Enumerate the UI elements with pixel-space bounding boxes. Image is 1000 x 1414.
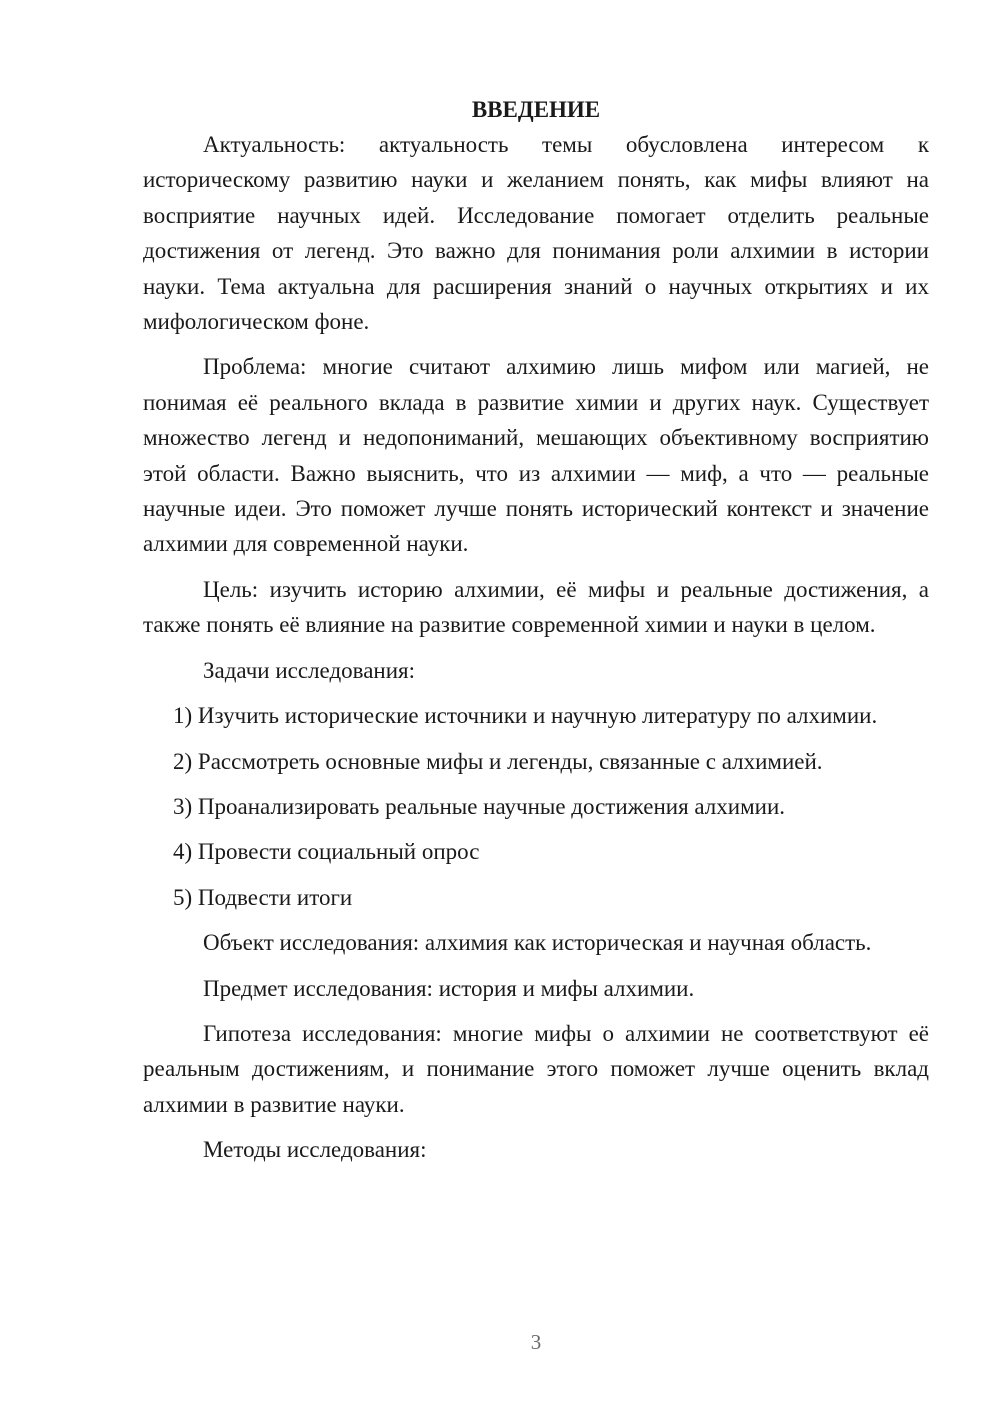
page-number: 3 xyxy=(530,1330,542,1354)
list-item: 5) Подвести итоги xyxy=(173,884,353,910)
list-item: 1) Изучить исторические источники и научную литературу по алхимии. xyxy=(173,703,878,729)
section-title: ВВЕДЕНИЕ xyxy=(471,97,601,122)
list-item: 2) Рассмотреть основные мифы и легенды, связанные с алхимией. xyxy=(173,748,823,774)
list-item: 4) Провести социальный опрос xyxy=(173,839,480,865)
tasks-heading: Задачи исследования: xyxy=(203,657,416,683)
goal-paragraph: Цель: изучить историю алхимии, её мифы и реальные достижения, а также понять её влияние на развитие современной химии и науки в целом. xyxy=(143,576,929,638)
problem-paragraph: Проблема: многие считают алхимию лишь мифом или магией, не понимая её реального вклада в развитие химии и других наук. Существует множество легенд и недопониманий, мешающих объективному восприятию этой области. Важно выяснить, что из алхимии — миф, а что — реальные научные идеи. Это поможет лучше понять исторический контекст и значение алхимии для современной науки. xyxy=(143,354,929,557)
subject-paragraph: Предмет исследования: история и мифы алхимии. xyxy=(203,975,695,1001)
page-content xyxy=(143,92,929,1168)
list-item: 3) Проанализировать реальные научные достижения алхимии. xyxy=(173,793,786,819)
tasks-list xyxy=(143,698,929,915)
object-paragraph: Объект исследования: алхимия как историческая и научная область. xyxy=(203,930,872,956)
relevance-paragraph: Актуальность: актуальность темы обусловлена интересом к историческому развитию науки и желанием понять, как мифы влияют на восприятие научных идей. Исследование помогает отделить реальные достижения от легенд. Это важно для понимания роли алхимии в истории науки. Тема актуальна для расширения знаний о научных открытиях и их мифологическом фоне. xyxy=(143,132,929,335)
methods-heading: Методы исследования: xyxy=(203,1137,427,1163)
hypothesis-paragraph: Гипотеза исследования: многие мифы о алхимии не соответствуют её реальным достижениям, и понимание этого поможет лучше оценить вклад алхимии в развитие науки. xyxy=(143,1020,929,1117)
